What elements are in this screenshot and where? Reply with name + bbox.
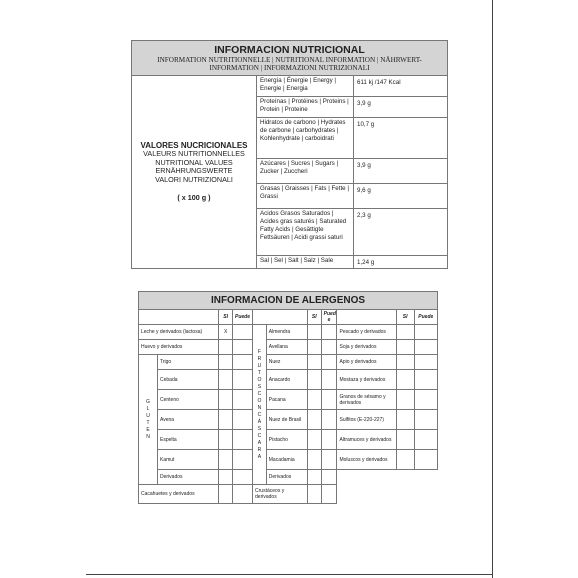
allergen-name: Sulfitos (E-220-227) bbox=[337, 410, 396, 430]
allergen-puede-cell bbox=[232, 485, 252, 504]
allergen-name: Soja y derivados bbox=[337, 340, 396, 355]
allergen-name: Mostaza y derivados bbox=[337, 370, 396, 390]
nutrition-table bbox=[131, 40, 448, 269]
allergen-si-cell bbox=[307, 340, 321, 355]
allergen-si-cell bbox=[219, 450, 233, 470]
allergen-si-cell bbox=[396, 390, 414, 410]
page-edge-bottom bbox=[86, 574, 493, 575]
values-label-line: ERNÄHRUNGSWERTE bbox=[155, 166, 233, 175]
allergen-puede-cell bbox=[321, 355, 337, 370]
allergen-name: Almendra bbox=[266, 325, 307, 340]
allergen-name: Nuez bbox=[266, 355, 307, 370]
allergen-name: Pescado y derivados bbox=[337, 325, 396, 340]
allergen-name: Nuez de Brasil bbox=[266, 410, 307, 430]
values-label-line: VALEURS NUTRITIONNELLES bbox=[143, 149, 245, 158]
allergen-si-cell bbox=[307, 450, 321, 470]
allergen-name: Cacahuetes y derivados bbox=[139, 485, 219, 504]
allergen-name: Granos de sésamo y derivados bbox=[337, 390, 396, 410]
allergen-name: Avena bbox=[158, 410, 219, 430]
allergen-name: Espelta bbox=[158, 430, 219, 450]
allergen-puede-cell bbox=[232, 470, 252, 485]
allergen-name: Derivados bbox=[266, 470, 307, 485]
per-100g-label: ( x 100 g ) bbox=[177, 193, 211, 202]
allergen-puede-cell bbox=[232, 340, 252, 355]
allergen-si-cell bbox=[219, 470, 233, 485]
nutrient-name: Acidos Grasos Saturados | Acides gras saturés | Saturated Fatty Acids | Gesättigte Fettsäuren | Acidi grassi saturi bbox=[257, 209, 354, 256]
allergen-si-cell bbox=[396, 430, 414, 450]
nutrient-value: 2,3 g bbox=[354, 209, 448, 256]
allergen-puede-cell bbox=[232, 390, 252, 410]
allergen-si-cell bbox=[307, 430, 321, 450]
allergen-name: Cebada bbox=[158, 370, 219, 390]
frutos-cascara-text: F R U T O S C O N C Á S C A R A bbox=[257, 348, 262, 460]
nutrient-name: Hidratos de carbono | Hydrates de carbone | carbohydrates | Kohlenhydrate | carboidrati bbox=[257, 118, 354, 159]
nutrition-values-label bbox=[132, 76, 257, 269]
allergens-table bbox=[138, 291, 438, 504]
allergen-name: Apio y derivados bbox=[337, 355, 396, 370]
allergen-puede-cell bbox=[414, 340, 437, 355]
values-label-line: NUTRITIONAL VALUES bbox=[155, 157, 233, 167]
allergen-si-cell bbox=[396, 355, 414, 370]
allergen-name: Trigo bbox=[158, 355, 219, 370]
allergen-name: Altramuces y derivados bbox=[337, 430, 396, 450]
allergen-name: Macadamia bbox=[266, 450, 307, 470]
page-edge-right bbox=[492, 0, 493, 578]
nutrition-header bbox=[132, 41, 448, 76]
allergen-puede-cell bbox=[321, 340, 337, 355]
column-header-puede: Pued e bbox=[321, 310, 337, 325]
allergen-puede-cell bbox=[232, 325, 252, 340]
allergen-si-cell bbox=[307, 410, 321, 430]
allergen-si-cell bbox=[396, 325, 414, 340]
allergen-puede-cell bbox=[232, 450, 252, 470]
nutrient-value: 3,9 g bbox=[354, 159, 448, 184]
allergen-puede-cell bbox=[232, 370, 252, 390]
allergen-puede-cell bbox=[414, 325, 437, 340]
nutrition-subtitle: INFORMATION | INFORMAZIONI NUTRIZIONALI bbox=[209, 64, 370, 72]
column-header-si: SI bbox=[396, 310, 414, 325]
nutrient-value: 3,9 g bbox=[354, 97, 448, 118]
allergen-name: Huevo y derivados bbox=[139, 340, 219, 355]
allergen-name: Derivados bbox=[158, 470, 219, 485]
allergen-si-cell bbox=[219, 340, 233, 355]
allergen-puede-cell bbox=[321, 430, 337, 450]
allergen-puede-cell bbox=[232, 355, 252, 370]
nutrient-name: Grasas | Graisses | Fats | Fette | Grassi bbox=[257, 184, 354, 209]
allergen-si-cell bbox=[307, 470, 321, 485]
allergen-name: Crustáceos y derivados bbox=[253, 485, 308, 504]
gluten-text: G L U T E N bbox=[146, 398, 150, 440]
nutrient-value: 10,7 g bbox=[354, 118, 448, 159]
column-header-puede: Puede bbox=[414, 310, 437, 325]
allergen-si-cell bbox=[219, 430, 233, 450]
nutrient-value: 611 kj /147 Kcal bbox=[354, 76, 448, 97]
allergen-puede-cell bbox=[321, 325, 337, 340]
allergen-si-cell bbox=[307, 325, 321, 340]
allergen-si-cell bbox=[307, 370, 321, 390]
values-label-line: VALORI NUTRIZIONALI bbox=[155, 174, 233, 184]
nutrient-name: Energía | Énergie | Energy | Energie | Energia bbox=[257, 76, 354, 97]
column-header-empty bbox=[253, 310, 308, 325]
blank-area bbox=[337, 485, 438, 504]
allergen-si-cell bbox=[396, 340, 414, 355]
allergen-si-mark: X bbox=[219, 325, 233, 340]
allergen-name: Centeno bbox=[158, 390, 219, 410]
gluten-label bbox=[139, 355, 158, 485]
allergen-puede-cell bbox=[414, 430, 437, 450]
nutrition-subtitle: INFORMATION NUTRITIONNELLE | NUTRITIONAL INFORMATION | NÄHRWERT- bbox=[157, 56, 422, 64]
allergen-puede-cell bbox=[321, 410, 337, 430]
allergen-si-cell bbox=[307, 390, 321, 410]
allergen-puede-cell bbox=[414, 450, 437, 470]
allergen-name: Avellana bbox=[266, 340, 307, 355]
frutos-cascara-label bbox=[253, 325, 267, 485]
allergen-name: Pistacho bbox=[266, 430, 307, 450]
allergen-si-cell bbox=[219, 410, 233, 430]
allergen-si-cell bbox=[396, 370, 414, 390]
allergen-si-cell bbox=[219, 485, 233, 504]
allergen-puede-cell bbox=[321, 390, 337, 410]
values-label-main: VALORES NUCRICIONALES bbox=[140, 140, 248, 150]
allergen-si-cell bbox=[219, 370, 233, 390]
allergen-puede-cell bbox=[414, 410, 437, 430]
allergen-puede-cell bbox=[321, 370, 337, 390]
allergen-puede-cell bbox=[414, 370, 437, 390]
allergen-name: Anacardo bbox=[266, 370, 307, 390]
allergen-si-cell bbox=[219, 355, 233, 370]
allergen-puede-cell bbox=[414, 355, 437, 370]
blank-area bbox=[337, 470, 438, 485]
allergen-si-cell bbox=[396, 410, 414, 430]
allergen-name: Kamut bbox=[158, 450, 219, 470]
nutrient-value: 1,24 g bbox=[354, 256, 448, 269]
column-header-si: SI bbox=[307, 310, 321, 325]
nutrient-value: 9,6 g bbox=[354, 184, 448, 209]
column-header-empty bbox=[139, 310, 219, 325]
allergen-si-cell bbox=[307, 485, 321, 504]
nutrient-name: Azúcares | Sucres | Sugars | Zucker | Zuccheri bbox=[257, 159, 354, 184]
allergen-si-cell bbox=[307, 355, 321, 370]
allergen-si-cell bbox=[219, 390, 233, 410]
allergen-name: Pacana bbox=[266, 390, 307, 410]
column-header-puede: Puede bbox=[232, 310, 252, 325]
allergen-si-cell bbox=[396, 450, 414, 470]
allergens-title: INFORMACION DE ALERGENOS bbox=[139, 292, 438, 310]
allergen-puede-cell bbox=[232, 410, 252, 430]
allergen-name: Moluscos y derivados bbox=[337, 450, 396, 470]
nutrition-title: INFORMACION NUTRICIONAL bbox=[214, 44, 365, 56]
allergen-name: Leche y derivados (lactosa) bbox=[139, 325, 219, 340]
allergen-puede-cell bbox=[414, 390, 437, 410]
allergen-puede-cell bbox=[232, 430, 252, 450]
allergen-puede-cell bbox=[321, 450, 337, 470]
nutrient-name: Proteínas | Protéines | Proteins | Protein | Proteine bbox=[257, 97, 354, 118]
column-header-si: SI bbox=[219, 310, 233, 325]
allergen-puede-cell bbox=[321, 470, 337, 485]
column-header-empty bbox=[337, 310, 396, 325]
allergen-puede-cell bbox=[321, 485, 337, 504]
nutrient-name: Sal | Sel | Salt | Salz | Sale bbox=[257, 256, 354, 269]
